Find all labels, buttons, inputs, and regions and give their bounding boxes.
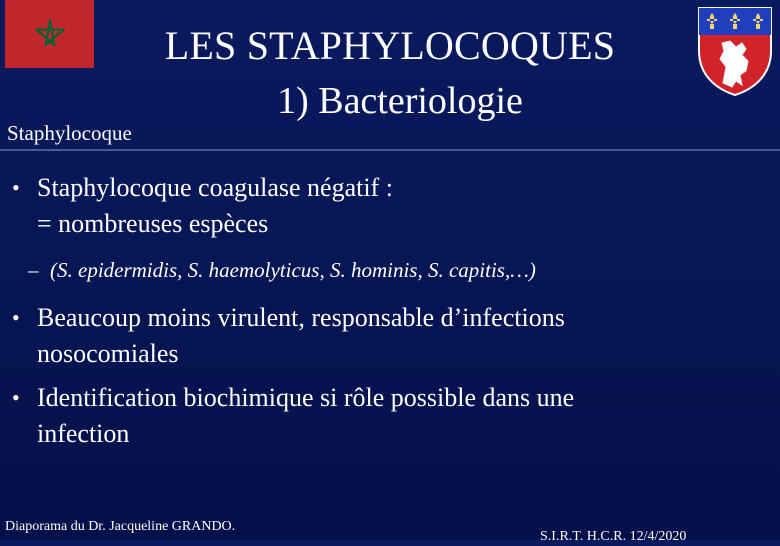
bullet-text: = nombreuses espèces (37, 209, 269, 238)
header-divider (0, 149, 780, 151)
footer-date: S.I.R.T. H.C.R. 12/4/2020 (540, 529, 687, 544)
footer-author: Diaporama du Dr. Jacqueline GRANDO. (5, 519, 236, 534)
bullet-text: nosocomiales (37, 339, 179, 368)
bullet-item (8, 300, 768, 372)
bullet-icon: • (12, 305, 20, 330)
bullet-list (8, 170, 768, 452)
bullet-item (8, 380, 768, 452)
dash-icon: – (28, 258, 39, 282)
bullet-item (8, 170, 768, 242)
morocco-flag-icon (5, 0, 94, 68)
bullet-text: infection (37, 419, 130, 448)
slide-subtitle: 1) Bacteriologie (277, 80, 523, 122)
sub-bullet-text: (S. epidermidis, S. haemolyticus, S. hominis, S. capitis,…) (50, 258, 536, 282)
lyon-coat-of-arms-icon (696, 5, 774, 97)
bullet-text: Beaucoup moins virulent, responsable d’infections (37, 303, 565, 332)
bullet-text: Identification biochimique si rôle possible dans une (37, 383, 575, 412)
bullet-text: Staphylocoque coagulase négatif : (37, 173, 393, 202)
slide-title: LES STAPHYLOCOQUES (164, 23, 616, 68)
bullet-icon: • (12, 385, 20, 410)
pentagram-star-icon (34, 18, 66, 50)
section-label: Staphylocoque (7, 121, 132, 145)
bullet-icon: • (12, 175, 20, 200)
sub-bullet-item (8, 256, 768, 284)
